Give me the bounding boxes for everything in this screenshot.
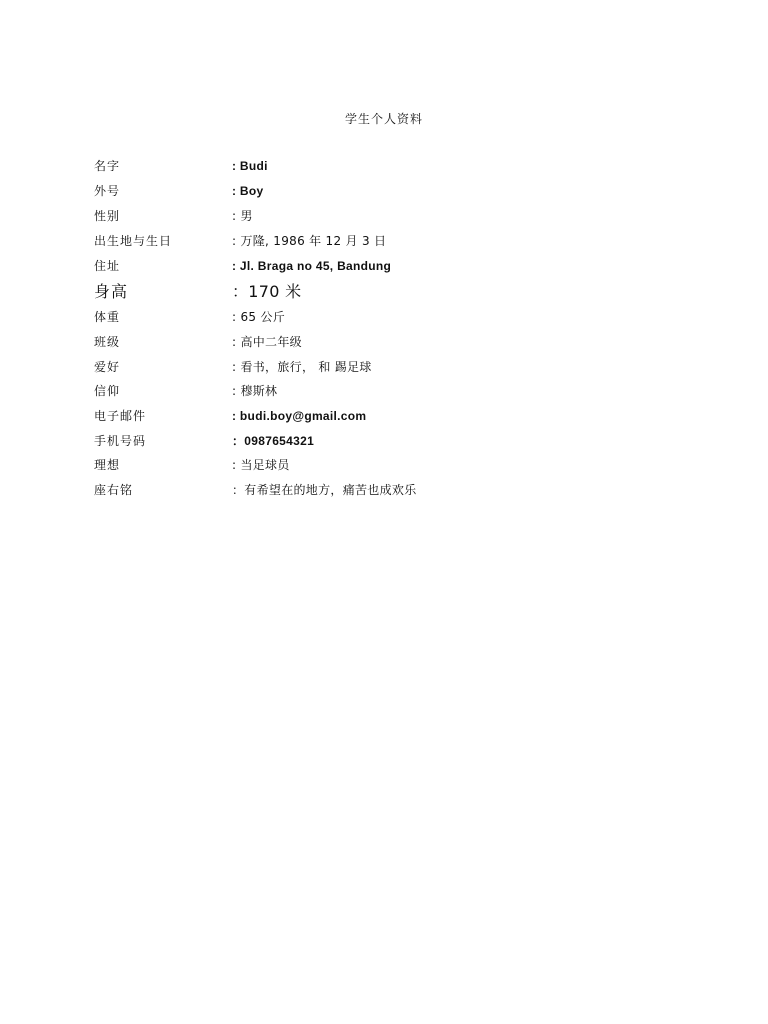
row-religion — [94, 381, 714, 401]
field-label: 座右铭 — [94, 483, 134, 497]
field-label: 住址 — [94, 259, 121, 273]
field-label: 名字 — [94, 159, 121, 173]
row-birthplace-birthday — [94, 231, 714, 251]
field-value: : 高中二年级 — [232, 335, 302, 349]
field-value: : 65 公斤 — [232, 310, 286, 324]
field-label: 爱好 — [94, 360, 121, 374]
field-value: ：170 米 — [232, 282, 302, 301]
field-label: 理想 — [94, 458, 121, 472]
field-value: ：有希望在的地方，痛苦也成欢乐 — [232, 483, 417, 497]
row-name — [94, 156, 714, 176]
row-gender — [94, 206, 714, 226]
document-title: 学生个人资料 — [344, 112, 423, 126]
row-hobbies — [94, 357, 714, 377]
row-motto — [94, 480, 714, 500]
field-label: 性别 — [94, 209, 121, 223]
field-value: : budi.boy@gmail.com — [232, 409, 367, 423]
field-value: : Boy — [232, 184, 264, 198]
row-email — [94, 406, 714, 426]
field-label: 电子邮件 — [94, 409, 147, 423]
row-mobile — [94, 431, 714, 451]
field-label: 外号 — [94, 184, 121, 198]
field-value: : 看书，旅行， 和 踢足球 — [232, 360, 372, 374]
field-label: 体重 — [94, 310, 121, 324]
field-label: 身高 — [94, 282, 129, 301]
field-value: : 当足球员 — [232, 458, 290, 472]
row-nickname — [94, 181, 714, 201]
field-value: : Jl. Braga no 45, Bandung — [232, 259, 392, 273]
field-value: : Budi — [232, 159, 268, 173]
field-label: 信仰 — [94, 384, 121, 398]
field-value: : 穆斯林 — [232, 384, 278, 398]
row-ambition — [94, 455, 714, 475]
field-value: : 男 — [232, 209, 253, 223]
row-class — [94, 332, 714, 352]
field-value: ：0987654321 — [232, 434, 315, 448]
row-height — [94, 280, 714, 304]
row-address — [94, 256, 714, 276]
field-label: 手机号码 — [94, 434, 147, 448]
field-label: 出生地与生日 — [94, 234, 173, 248]
field-value: : 万隆, 1986 年 12 月 3 日 — [232, 234, 387, 248]
row-weight — [94, 307, 714, 327]
field-label: 班级 — [94, 335, 121, 349]
